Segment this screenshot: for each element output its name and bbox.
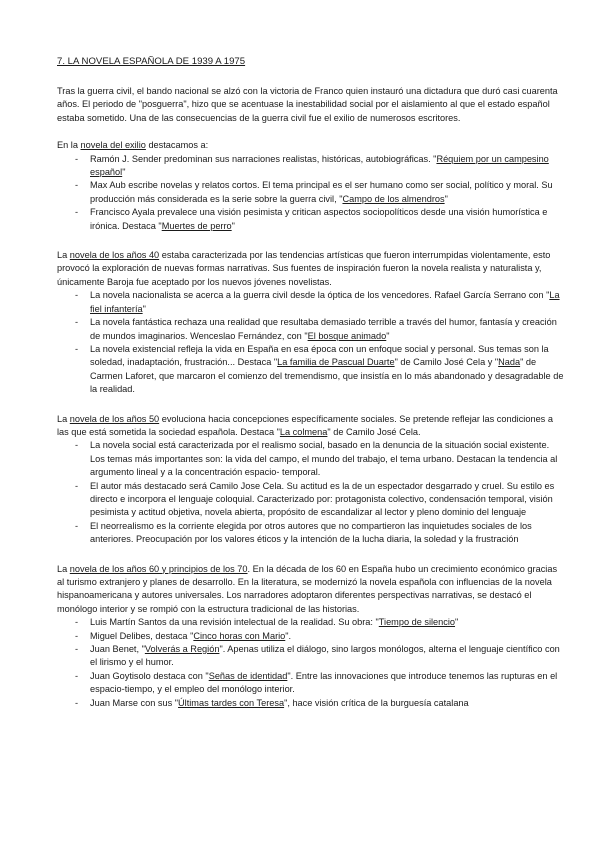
list-item: - El neorrealismo es la corriente elegida por otros autores que no compartieron las inquietudes sociales de los anteriores. Preocupación por los valores éticos y la intención de la lucha diaria, la soledad y la frustración xyxy=(75,520,532,545)
page-title: 7. LA NOVELA ESPAÑOLA DE 1939 A 1975 xyxy=(57,56,246,67)
list-item: - Luis Martín Santos da una revisión intelectual de la realidad. Su obra: "Tiempo de silencio" xyxy=(75,617,459,628)
intro-paragraph: Tras la guerra civil, el bando nacional se alzó con la victoria de Franco quien instauró una dictadura que duró casi cuarenta años. El periodo de "posguerra", hizo que se acentuase la inestabilidad social por el aislamiento al que el estado español estaba sometido. Una de las consecuencias de la guerra civil fue el exilio de numerosos escritores. xyxy=(57,86,558,123)
list-item: - La novela social está caracterizada por el realismo social, basado en la denuncia de la situación social existente. Los temas más importantes son: la vida del campo, el mundo del trabajo, el tema urbano. Destacan la tendencia al argumento lineal y a la concentración espacio- temporal. xyxy=(75,440,558,478)
list-item: - Juan Benet, "Volverás a Región". Apenas utiliza el diálogo, sino largos monólogos, alterna el lenguaje científico con el lirismo y el humor. xyxy=(75,644,560,668)
list-item: - Juan Marse con sus "Últimas tardes con Teresa", hace visión crítica de la burguesía catalana xyxy=(75,697,469,708)
list-item: - Miguel Delibes, destaca "Cinco horas con Mario". xyxy=(75,630,292,641)
list-item: - Ramón J. Sender predominan sus narraciones realistas, históricas, autobiográficas. "Réquiem por un campesino español" xyxy=(75,153,549,178)
anos60-list xyxy=(57,616,564,710)
list-item: - Juan Goytisolo destaca con "Señas de identidad". Entre las innovaciones que introduce tenemos las rupturas en el espacio-tiempo, y el empleo del monólogo interior. xyxy=(75,670,558,695)
anos40-link: novela de los años 40 xyxy=(69,250,160,261)
list-item: - El autor más destacado será Camilo Jose Cela. Su actitud es la de un espectador desgarrado y cruel. Su estilo es directo e incorpora el lenguaje coloquial. Caracterizado por: protagonista colectivo, condensación temporal, visión pesimista y actitud objetiva, novela abierta, propósito de escandalizar al lector y pleno dominio del lenguaje xyxy=(75,480,555,518)
anos60-paragraph: La novela de los años 60 y principios de los 70. En la década de los 60 en España hubo un crecimiento económico gracias al turismo extranjero y planes de desarrollo. En la literatura, se modernizó la novela española con influencias de la novela hispanoamericana y autores universales. Los narradores adoptaron diferentes perspectivas narrativas, se destacó el monólogo interior y se rompió con la estructura tradicional de las historias. xyxy=(57,563,558,614)
list-item: - Max Aub escribe novelas y relatos cortos. El tema principal es el ser humano como ser social, político y moral. Su producción más considerada es la serie sobre la guerra civil, "Campo de los almendros" xyxy=(75,180,553,204)
anos50-paragraph: La novela de los años 50 evoluciona hacia concepciones específicamente sociales. Se pretende reflejar las condiciones a las que está sometida la sociedad española. Destaca "La colmena" de Camilo José Cela. xyxy=(57,413,553,437)
anos50-link: novela de los años 50 xyxy=(69,413,160,424)
anos40-list xyxy=(57,289,564,396)
exilio-post: destacamos a: xyxy=(145,140,209,151)
anos40-paragraph: La novela de los años 40 estaba caracterizada por las tendencias artísticas que fueron interrumpidas violentamente, esto provocó la exploración de nuevas formas narrativas. Sus fuentes de inspiración fueron la novela realista y naturalista y, únicamente Baroja fue aceptado por los nuevos jóvenes novelistas. xyxy=(57,250,551,287)
exilio-pre: En la xyxy=(57,140,81,151)
exilio-heading xyxy=(57,139,564,152)
anos60-link: novela de los años 60 y principios de los 70 xyxy=(69,563,248,574)
list-item: - La novela fantástica rechaza una realidad que resultaba demasiado terrible a través del humor, fantasía y creación de mundos imaginarios. Wenceslao Fernández, con "El bosque animado" xyxy=(75,317,557,341)
list-item: - Francisco Ayala prevalece una visión pesimista y critican aspectos sociopolíticos desde una visión humorística e irónica. Destaca "Muertes de perro" xyxy=(75,207,548,231)
list-item: - La novela existencial refleja la vida en España en esa época con un enfoque social y personal. Sus temas son la soledad, inadaptación, frustración... Destaca "La familia de Pascual Duarte" de Camilo José Cela y "Nada" de Carmen Laforet, que marcaron el comienzo del tremendismo, que insistía en lo más abandonado y desagradable de la realidad. xyxy=(75,343,564,395)
exilio-link: novela del exilio xyxy=(80,140,146,151)
list-item: - La novela nacionalista se acerca a la guerra civil desde la óptica de los vencedores. Rafael García Serrano con "La fiel infantería" xyxy=(75,290,560,314)
exilio-list xyxy=(57,153,564,233)
anos50-list xyxy=(57,439,564,546)
